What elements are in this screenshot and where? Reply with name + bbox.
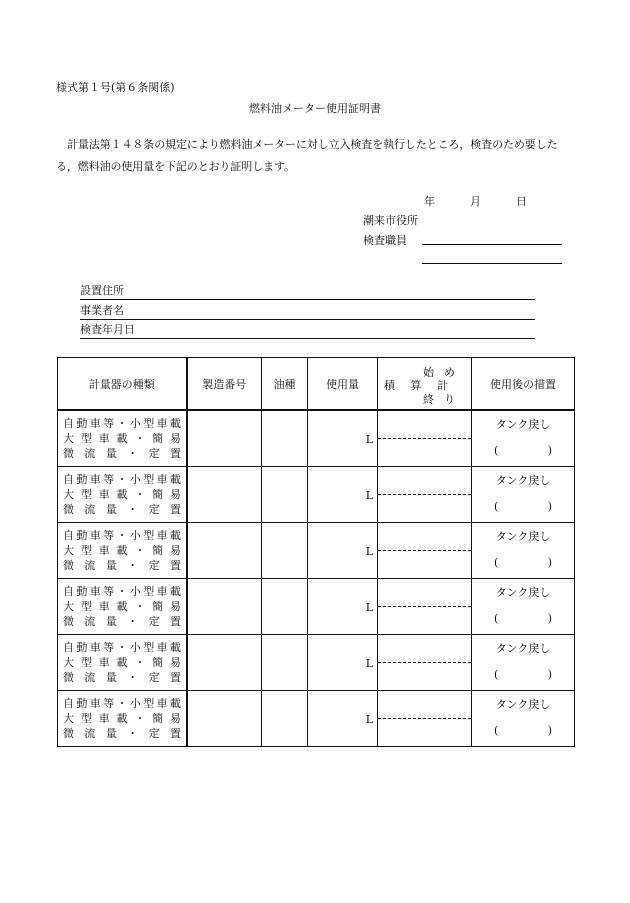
accumulator-cell[interactable] — [378, 523, 472, 579]
meter-type-line-3: 微 流 量 ・ 定 置 — [63, 559, 181, 572]
oil-type-cell[interactable] — [262, 467, 308, 523]
table-row — [58, 523, 575, 579]
table-row — [58, 579, 575, 635]
meter-type-line-1: 自 動 車 等 ・ 小 型 車 載 — [63, 473, 181, 486]
accumulator-divider — [378, 606, 471, 607]
tank-return-label: タンク戻し — [495, 698, 551, 711]
volume-cell[interactable] — [308, 579, 378, 635]
volume-cell[interactable] — [308, 691, 378, 747]
header-acc-label: 積 算 計 — [384, 379, 454, 392]
serial-number-cell[interactable] — [187, 523, 262, 579]
header-volume: 使用量 — [308, 358, 378, 411]
header-oil-type: 油種 — [262, 358, 308, 411]
accumulator-divider — [378, 550, 471, 551]
tank-return-label: タンク戻し — [495, 474, 551, 487]
serial-number-cell[interactable] — [187, 467, 262, 523]
header-meter-type: 計量器の種類 — [58, 358, 187, 411]
paren-close: ) — [547, 724, 552, 737]
accumulator-cell[interactable] — [378, 691, 472, 747]
paren-open: ( — [494, 556, 499, 569]
serial-number-cell[interactable] — [187, 410, 262, 467]
paren-open: ( — [494, 500, 499, 513]
inspection-date-label: 検査年月日 — [80, 323, 135, 336]
serial-number-cell[interactable] — [187, 579, 262, 635]
meter-type-line-2: 大 型 車 載 ・ 簡 易 — [63, 432, 181, 445]
paren-close: ) — [547, 500, 552, 513]
accumulator-cell[interactable] — [378, 579, 472, 635]
meter-type-line-3: 微 流 量 ・ 定 置 — [63, 671, 181, 684]
meter-type-line-2: 大 型 車 載 ・ 簡 易 — [63, 544, 181, 557]
volume-cell[interactable] — [308, 635, 378, 691]
table-row — [58, 691, 575, 747]
after-use-cell[interactable] — [472, 523, 575, 579]
paren-open: ( — [494, 668, 499, 681]
volume-unit: L — [365, 489, 373, 502]
inspector-signature-line-2[interactable] — [422, 263, 562, 264]
accumulator-divider — [378, 438, 471, 439]
meter-type-line-2: 大 型 車 載 ・ 簡 易 — [63, 656, 181, 669]
serial-number-cell[interactable] — [187, 691, 262, 747]
meter-type-line-2: 大 型 車 載 ・ 簡 易 — [63, 488, 181, 501]
table-row — [58, 467, 575, 523]
table-header-row — [58, 358, 575, 411]
oil-type-cell[interactable] — [262, 691, 308, 747]
tank-return-label: タンク戻し — [495, 586, 551, 599]
business-name-label: 事業者名 — [80, 304, 124, 317]
volume-cell[interactable] — [308, 410, 378, 467]
volume-cell[interactable] — [308, 523, 378, 579]
paren-close: ) — [547, 668, 552, 681]
tank-return-label: タンク戻し — [495, 530, 551, 543]
date-month-label: 月 — [470, 195, 481, 208]
volume-unit: L — [365, 601, 373, 614]
meter-type-line-1: 自 動 車 等 ・ 小 型 車 載 — [63, 641, 181, 654]
oil-type-cell[interactable] — [262, 635, 308, 691]
address-field[interactable] — [80, 283, 535, 300]
inspector-label: 検査職員 — [363, 234, 407, 247]
after-use-cell[interactable] — [472, 579, 575, 635]
meter-type-line-3: 微 流 量 ・ 定 置 — [63, 615, 181, 628]
header-acc-end: 終り — [423, 393, 465, 406]
accumulator-divider — [378, 494, 471, 495]
volume-unit: L — [365, 433, 373, 446]
meter-type-line-3: 微 流 量 ・ 定 置 — [63, 727, 181, 740]
meter-type-cell — [58, 410, 187, 467]
header-acc-start: 始め — [423, 366, 465, 379]
inspector-signature-line-1[interactable] — [422, 244, 562, 245]
oil-type-cell[interactable] — [262, 410, 308, 467]
form-number: 様式第１号(第６条関係) — [56, 81, 175, 94]
volume-unit: L — [365, 657, 373, 670]
oil-type-cell[interactable] — [262, 523, 308, 579]
business-name-field[interactable] — [80, 303, 535, 320]
table-row — [58, 635, 575, 691]
after-use-cell[interactable] — [472, 467, 575, 523]
paren-open: ( — [494, 444, 499, 457]
volume-cell[interactable] — [308, 467, 378, 523]
meter-type-line-1: 自 動 車 等 ・ 小 型 車 載 — [63, 585, 181, 598]
paren-close: ) — [547, 556, 552, 569]
table-row — [58, 410, 575, 467]
accumulator-cell[interactable] — [378, 467, 472, 523]
certification-paragraph: 計量法第１４８条の規定により燃料油メーターに対し立入検査を執行したところ，検査のため要したる，燃料油の使用量を下記のとおり証明します。 — [56, 138, 558, 173]
paren-close: ) — [547, 444, 552, 457]
meter-type-cell — [58, 691, 187, 747]
meter-type-line-1: 自 動 車 等 ・ 小 型 車 載 — [63, 697, 181, 710]
after-use-cell[interactable] — [472, 635, 575, 691]
header-after-use: 使用後の措置 — [472, 358, 575, 411]
issuer-name: 潮来市役所 — [363, 214, 418, 227]
meter-type-line-3: 微 流 量 ・ 定 置 — [63, 503, 181, 516]
accumulator-divider — [378, 662, 471, 663]
volume-unit: L — [365, 713, 373, 726]
document-title: 燃料油メーター使用証明書 — [249, 102, 381, 115]
date-day-label: 日 — [516, 195, 527, 208]
meter-type-line-3: 微 流 量 ・ 定 置 — [63, 447, 181, 460]
meter-type-line-1: 自 動 車 等 ・ 小 型 車 載 — [63, 417, 181, 430]
after-use-cell[interactable] — [472, 691, 575, 747]
accumulator-cell[interactable] — [378, 635, 472, 691]
inspection-date-field[interactable] — [80, 322, 535, 339]
date-year-label: 年 — [424, 195, 435, 208]
meter-type-line-1: 自 動 車 等 ・ 小 型 車 載 — [63, 529, 181, 542]
meter-type-cell — [58, 635, 187, 691]
paren-close: ) — [547, 612, 552, 625]
accumulator-divider — [378, 718, 471, 719]
address-label: 設置住所 — [80, 284, 124, 297]
tank-return-label: タンク戻し — [495, 642, 551, 655]
after-use-cell[interactable] — [472, 410, 575, 467]
serial-number-cell[interactable] — [187, 635, 262, 691]
header-serial-number: 製造番号 — [187, 358, 262, 411]
tank-return-label: タンク戻し — [495, 418, 551, 431]
paren-open: ( — [494, 724, 499, 737]
volume-unit: L — [365, 545, 373, 558]
paren-open: ( — [494, 612, 499, 625]
meter-type-cell — [58, 467, 187, 523]
meter-type-cell — [58, 523, 187, 579]
meter-type-cell — [58, 579, 187, 635]
oil-type-cell[interactable] — [262, 579, 308, 635]
header-accumulator — [378, 358, 472, 411]
meter-type-line-2: 大 型 車 載 ・ 簡 易 — [63, 712, 181, 725]
meter-type-line-2: 大 型 車 載 ・ 簡 易 — [63, 600, 181, 613]
usage-record-table — [57, 357, 575, 747]
accumulator-cell[interactable] — [378, 410, 472, 467]
